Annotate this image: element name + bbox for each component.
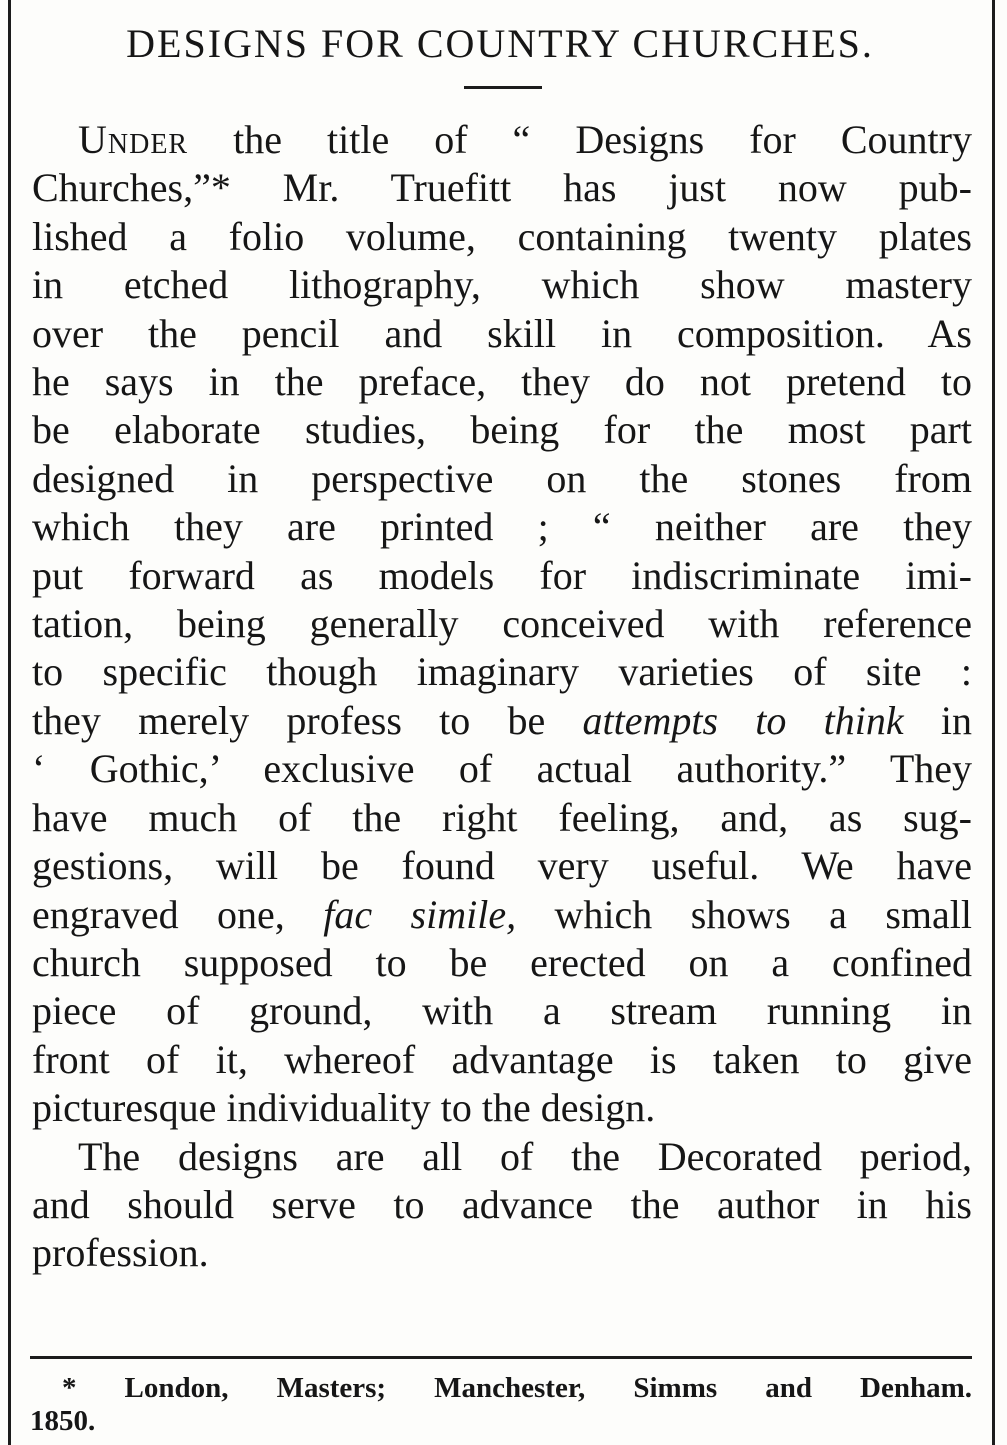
body-line: front of it, whereof advantage is taken to give [32, 1036, 972, 1082]
body-line: designed in perspective on the stones from [32, 455, 972, 501]
body-line: The designs are all of the Decorated period, [78, 1133, 972, 1179]
body-line: in etched lithography, which show mastery [32, 262, 972, 308]
paragraph-2 [32, 1133, 972, 1278]
body-line: they merely profess to be attempts to think in [32, 697, 972, 743]
footnote-divider [30, 1356, 972, 1359]
article-title: DESIGNS FOR COUNTRY CHURCHES. [126, 21, 874, 66]
body-line: ‘ Gothic,’ exclusive of actual authority.” They [32, 746, 972, 792]
article-body [32, 116, 972, 1278]
footnote-line: * London, Masters; Manchester, Simms and Denham. [62, 1372, 972, 1404]
body-line: he says in the preface, they do not pretend to [32, 359, 972, 405]
lead-word: Under [78, 117, 189, 162]
paragraph-1 [32, 116, 972, 1133]
italic-phrase: attempts to think [582, 697, 904, 743]
body-line: piece of ground, with a stream running in [32, 988, 972, 1034]
body-line: gestions, will be found very useful. We have [32, 843, 972, 889]
body-line: put forward as models for indiscriminate imi- [32, 552, 972, 598]
footnote [30, 1372, 972, 1438]
body-line: Churches,”* Mr. Truefitt has just now pub- [32, 165, 972, 211]
title-divider [464, 86, 542, 89]
body-line: picturesque individuality to the design. [32, 1085, 656, 1131]
body-line: tation, being generally conceived with reference [32, 601, 972, 647]
body-line: and should serve to advance the author in his [32, 1181, 972, 1227]
footnote-line: 1850. [30, 1405, 96, 1437]
body-line: be elaborate studies, being for the most part [32, 407, 972, 453]
body-line: engraved one, fac simile, which shows a small [32, 891, 973, 937]
body-line: lished a folio volume, containing twenty plates [32, 213, 972, 259]
italic-phrase: fac simile, [323, 891, 517, 937]
body-line: Under the title of “ Designs for Country [78, 117, 972, 162]
body-line: profession. [32, 1230, 209, 1276]
body-line: to specific though imaginary varieties of site : [32, 649, 972, 695]
body-line: over the pencil and skill in composition. As [32, 310, 972, 356]
left-column-rule [8, 0, 11, 1445]
body-line: church supposed to be erected on a confined [32, 939, 972, 985]
right-column-rule [992, 0, 995, 1445]
body-line: have much of the right feeling, and, as sug- [32, 794, 972, 840]
body-line: which they are printed ; “ neither are they [32, 504, 972, 550]
